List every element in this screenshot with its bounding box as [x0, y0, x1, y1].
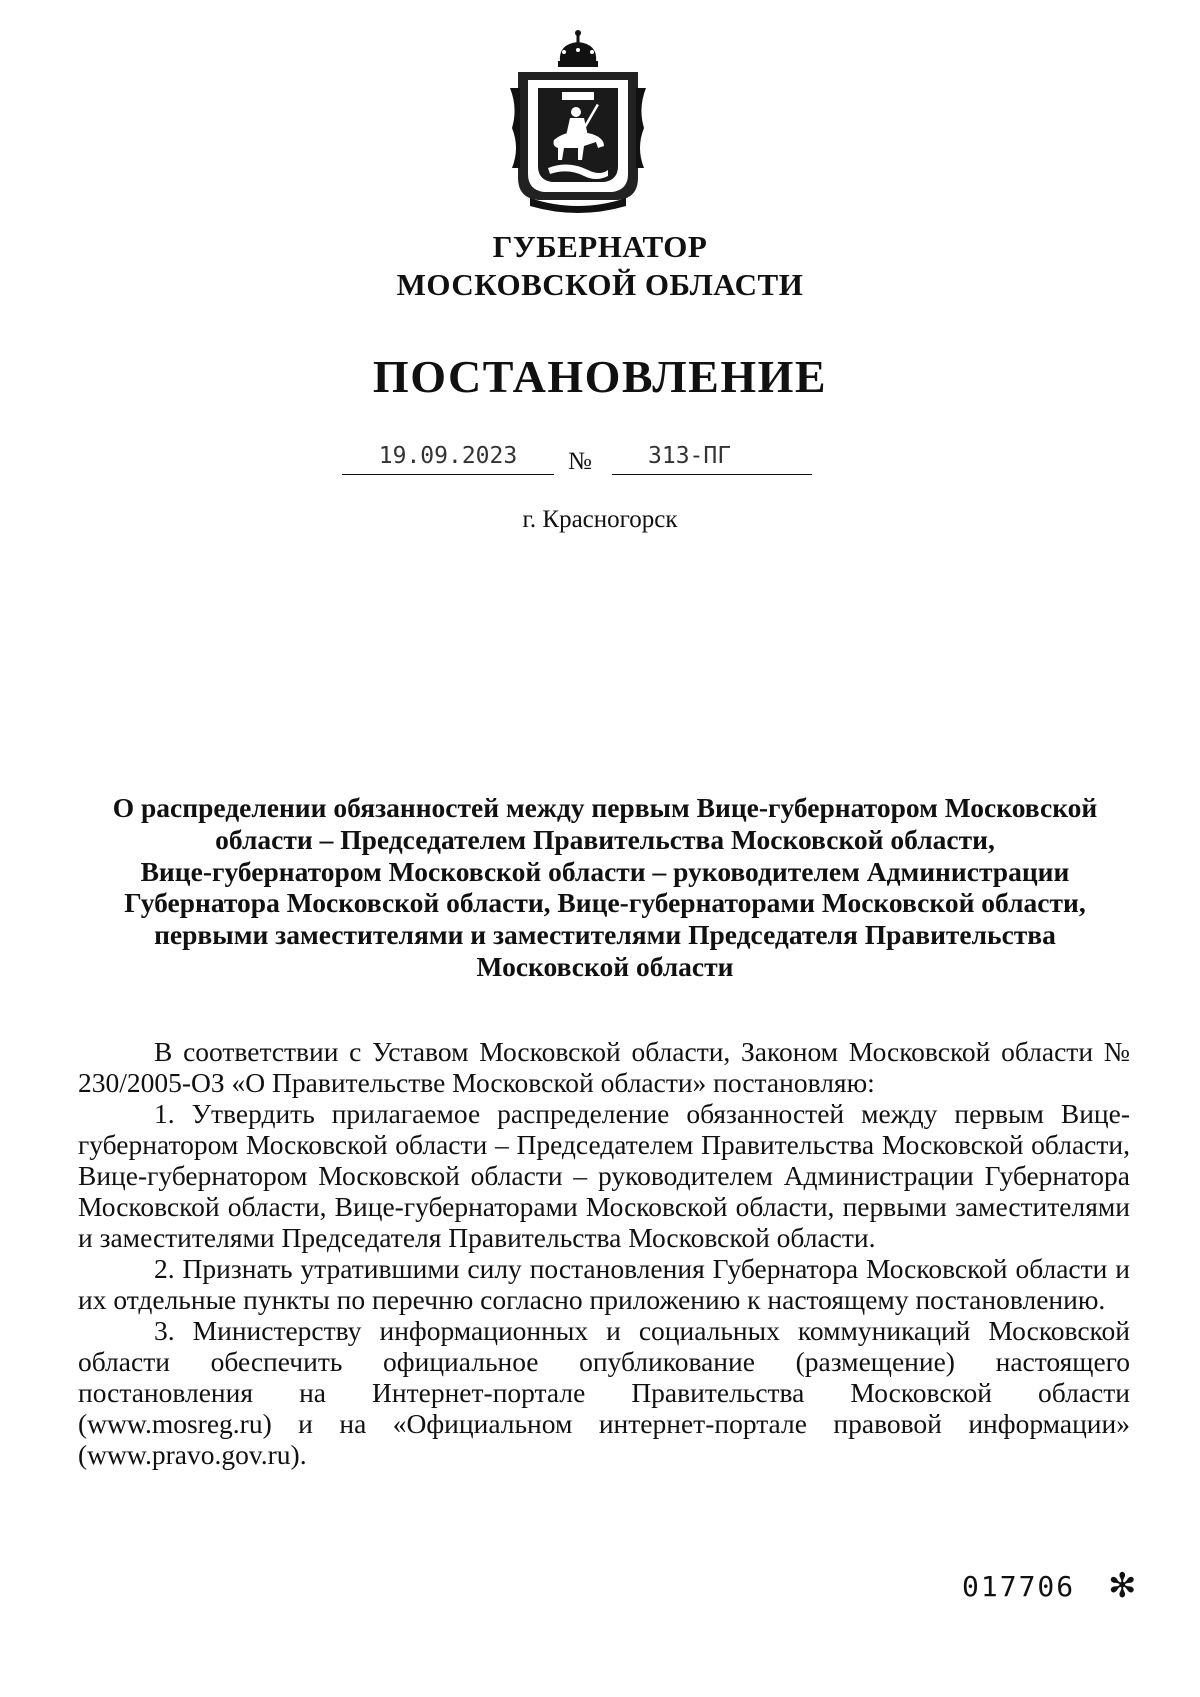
preamble-paragraph: В соответствии с Уставом Московской области, Законом Московской области № 230/2005-ОЗ «О Правительстве Московской области» постановляю: — [78, 1036, 1130, 1098]
issue-city: г. Красногорск — [522, 506, 678, 533]
subject-line: первыми заместителями и заместителями Председателя Правительства — [154, 919, 1056, 951]
number-sign: № — [568, 448, 592, 475]
document-date: 19.09.2023 — [342, 442, 554, 475]
subject-line: О распределении обязанностей между первым Вице-губернатором Московской — [112, 792, 1098, 823]
item-1-paragraph: 1. Утвердить прилагаемое распределение обязанностей между первым Вице-губернатором Московской области – Председателем Правительства Московской области, Вице-губернатором Московской области – руководителем Администрации Губернатора Московской области, Вице-губернаторами Московской области, первыми заместителями и заместителями Председателя Правительства Московской области. — [78, 1098, 1130, 1253]
subject-line: области – Председателем Правительства Московской области, — [215, 823, 995, 855]
subject-line: Губернатора Московской области, Вице-губернаторами Московской области, — [124, 887, 1086, 919]
authority-name-line-2: МОСКОВСКОЙ ОБЛАСТИ — [396, 267, 804, 302]
authority-name-line-1: ГУБЕРНАТОР — [492, 229, 708, 264]
asterisk-mark-icon: ✻ — [1108, 1566, 1137, 1606]
item-3-paragraph: 3. Министерству информационных и социальных коммуникаций Московской области обеспечить официальное опубликование (размещение) настоящего постановления на Интернет-портале Правительства Московской области (www.mosreg.ru) и на «Официальном интернет-портале правовой информации» (www.pravo.gov.ru). — [78, 1315, 1130, 1470]
coat-of-arms-icon — [508, 28, 648, 214]
subject-line: Вице-губернатором Московской области – руководителем Администрации — [140, 855, 1070, 887]
document-number: 313-ПГ — [612, 442, 812, 475]
document-body — [78, 1036, 1130, 1470]
document-type-title: ПОСТАНОВЛЕНИЕ — [372, 351, 828, 402]
document-subject — [76, 792, 1134, 983]
form-serial-number: 017706 — [962, 1570, 1076, 1603]
item-2-paragraph: 2. Признать утратившими силу постановления Губернатора Московской области и их отдельные пункты по перечню согласно приложению к настоящему постановлению. — [78, 1253, 1130, 1315]
registration-line — [0, 442, 1200, 482]
subject-line: Московской области — [476, 950, 734, 982]
